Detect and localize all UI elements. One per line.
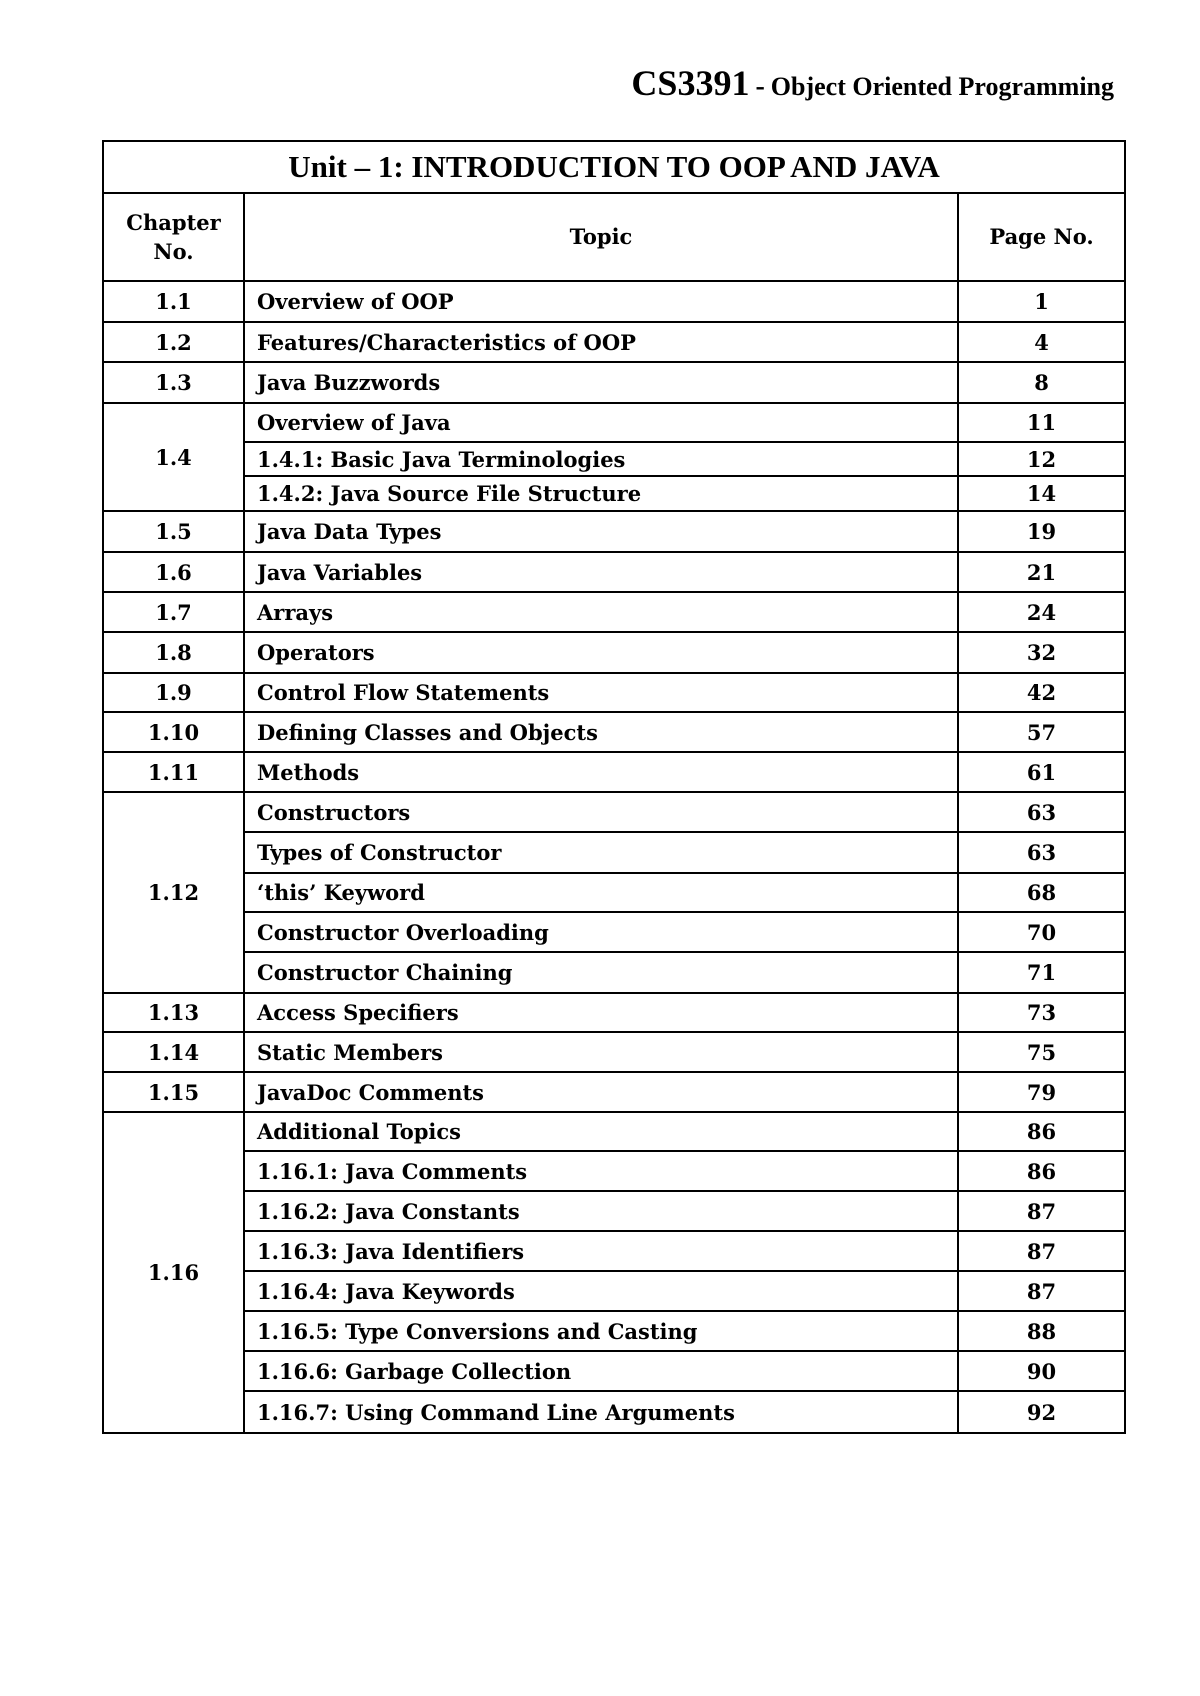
column-header-row [103, 193, 1125, 281]
page-number: 92 [958, 1391, 1125, 1433]
table-row [103, 832, 1125, 873]
chapter-number: 1.8 [103, 632, 244, 673]
page-number: 19 [958, 511, 1125, 552]
table-row [103, 952, 1125, 993]
topic-title: JavaDoc Comments [244, 1072, 958, 1112]
topic-title: Constructor Overloading [244, 912, 958, 952]
page-number: 73 [958, 993, 1125, 1032]
topic-title: Overview of Java [244, 403, 958, 442]
topic-title: Features/Characteristics of OOP [244, 322, 958, 362]
table-row [103, 592, 1125, 632]
topic-title: Constructors [244, 792, 958, 832]
chapter-number: 1.9 [103, 673, 244, 712]
topic-title: 1.16.3: Java Identifiers [244, 1231, 958, 1271]
page-number: 63 [958, 832, 1125, 873]
topic-title: Arrays [244, 592, 958, 632]
topic-title: Defining Classes and Objects [244, 712, 958, 752]
header-separator: - [755, 71, 765, 102]
topic-title: Control Flow Statements [244, 673, 958, 712]
page-number: 87 [958, 1231, 1125, 1271]
chapter-number: 1.11 [103, 752, 244, 792]
page-number: 86 [958, 1112, 1125, 1151]
page-number: 24 [958, 592, 1125, 632]
topic-title: Access Specifiers [244, 993, 958, 1032]
table-row [103, 1271, 1125, 1311]
table-row [103, 752, 1125, 792]
chapter-number: 1.12 [103, 792, 244, 993]
table-row [103, 1311, 1125, 1351]
page-header [631, 62, 1114, 104]
page-number: 90 [958, 1351, 1125, 1391]
table-row [103, 712, 1125, 752]
page-number: 14 [958, 476, 1125, 511]
table-row [103, 511, 1125, 552]
topic-column-header: Topic [244, 193, 958, 281]
page-column-header: Page No. [958, 193, 1125, 281]
topic-title: Additional Topics [244, 1112, 958, 1151]
page-number: 79 [958, 1072, 1125, 1112]
page-number: 88 [958, 1311, 1125, 1351]
page-number: 8 [958, 362, 1125, 403]
chapter-number: 1.16 [103, 1112, 244, 1433]
table-row [103, 476, 1125, 511]
topic-title: Methods [244, 752, 958, 792]
page-number: 61 [958, 752, 1125, 792]
table-row [103, 322, 1125, 362]
table-row [103, 442, 1125, 476]
table-row [103, 1391, 1125, 1433]
topic-title: 1.16.4: Java Keywords [244, 1271, 958, 1311]
contents-table-body [103, 281, 1125, 1433]
table-row [103, 673, 1125, 712]
table-row [103, 1151, 1125, 1191]
chapter-number: 1.4 [103, 403, 244, 511]
topic-title: Constructor Chaining [244, 952, 958, 993]
topic-title: 1.16.7: Using Command Line Arguments [244, 1391, 958, 1433]
course-name: Object Oriented Programming [770, 72, 1114, 101]
page-number: 70 [958, 912, 1125, 952]
topic-title: 1.16.6: Garbage Collection [244, 1351, 958, 1391]
contents-table [102, 140, 1126, 1434]
chapter-header-line2: No. [153, 239, 194, 264]
topic-title: 1.16.1: Java Comments [244, 1151, 958, 1191]
table-row [103, 912, 1125, 952]
chapter-number: 1.6 [103, 552, 244, 592]
table-row [103, 1032, 1125, 1072]
course-code: CS3391 [631, 63, 750, 103]
page-number: 71 [958, 952, 1125, 993]
chapter-header-line1: Chapter [126, 209, 221, 235]
page-number: 32 [958, 632, 1125, 673]
chapter-number: 1.14 [103, 1032, 244, 1072]
chapter-number: 1.15 [103, 1072, 244, 1112]
table-row [103, 281, 1125, 322]
page-number: 86 [958, 1151, 1125, 1191]
topic-title: Java Data Types [244, 511, 958, 552]
topic-title: Types of Constructor [244, 832, 958, 873]
chapter-number: 1.7 [103, 592, 244, 632]
page-number: 1 [958, 281, 1125, 322]
page-number: 75 [958, 1032, 1125, 1072]
unit-title: Unit – 1: INTRODUCTION TO OOP AND JAVA [103, 141, 1125, 193]
page-number: 68 [958, 873, 1125, 912]
chapter-number: 1.2 [103, 322, 244, 362]
table-row [103, 632, 1125, 673]
topic-title: Static Members [244, 1032, 958, 1072]
topic-title: 1.16.5: Type Conversions and Casting [244, 1311, 958, 1351]
page-number: 11 [958, 403, 1125, 442]
chapter-number: 1.10 [103, 712, 244, 752]
page-number: 57 [958, 712, 1125, 752]
table-row [103, 873, 1125, 912]
table-row [103, 1191, 1125, 1231]
topic-title: ‘this’ Keyword [244, 873, 958, 912]
topic-title: 1.4.2: Java Source File Structure [244, 476, 958, 511]
table-row [103, 1072, 1125, 1112]
page-number: 42 [958, 673, 1125, 712]
table-row [103, 993, 1125, 1032]
chapter-number: 1.1 [103, 281, 244, 322]
chapter-number: 1.3 [103, 362, 244, 403]
page-number: 87 [958, 1191, 1125, 1231]
table-row [103, 552, 1125, 592]
page-number: 21 [958, 552, 1125, 592]
unit-title-row [103, 141, 1125, 193]
table-row [103, 1231, 1125, 1271]
table-row [103, 792, 1125, 832]
page-number: 87 [958, 1271, 1125, 1311]
table-row [103, 362, 1125, 403]
page-number: 12 [958, 442, 1125, 476]
topic-title: 1.4.1: Basic Java Terminologies [244, 442, 958, 476]
topic-title: Java Variables [244, 552, 958, 592]
topic-title: 1.16.2: Java Constants [244, 1191, 958, 1231]
page-number: 63 [958, 792, 1125, 832]
topic-title: Java Buzzwords [244, 362, 958, 403]
chapter-number: 1.13 [103, 993, 244, 1032]
table-row [103, 1112, 1125, 1151]
topic-title: Overview of OOP [244, 281, 958, 322]
table-row [103, 403, 1125, 442]
table-row [103, 1351, 1125, 1391]
page-number: 4 [958, 322, 1125, 362]
chapter-column-header [103, 193, 244, 281]
topic-title: Operators [244, 632, 958, 673]
chapter-number: 1.5 [103, 511, 244, 552]
